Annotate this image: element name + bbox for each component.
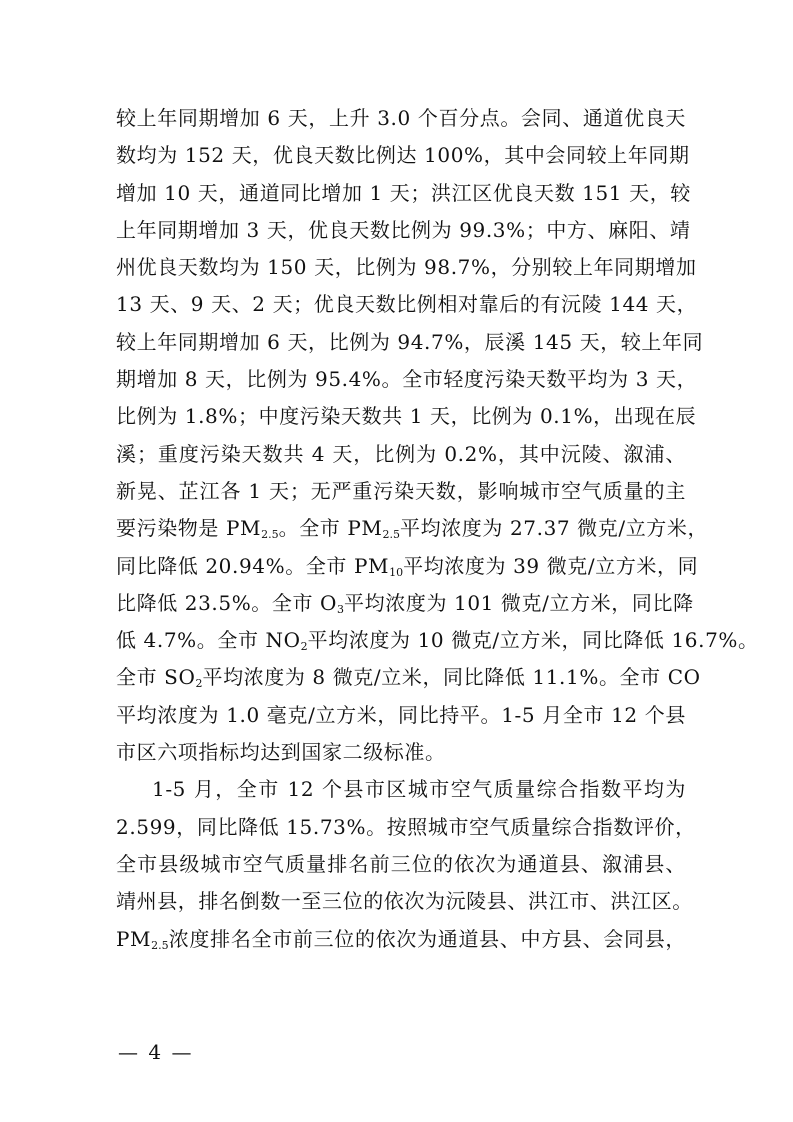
subscript: 2 <box>300 640 308 654</box>
subscript: 3 <box>337 602 345 616</box>
text-line: 比例为 1.8%；中度污染天数共 1 天，比例为 0.1%，出现在辰 <box>116 404 697 429</box>
subscript: 2.5 <box>151 938 169 952</box>
text-line: 期增加 8 天，比例为 95.4%。全市轻度污染天数平均为 3 天， <box>116 367 698 392</box>
text-line: 市区六项指标均达到国家二级标准。 <box>116 740 446 765</box>
text-line-pm25 <box>116 510 709 547</box>
document-body <box>116 100 759 958</box>
text-line-o3 <box>116 585 694 622</box>
text-line: 2.599，同比降低 15.73%。按照城市空气质量综合指数评价， <box>116 814 696 839</box>
text-segment: 同比降低 20.94%。全市 PM <box>116 553 390 578</box>
text-segment: 平均浓度为 101 微克/立方米，同比降 <box>344 590 694 615</box>
text-segment: 。全市 PM <box>278 516 383 541</box>
page-number: — 4 — <box>118 1040 194 1064</box>
text-segment: 低 4.7%。全市 NO <box>116 628 301 653</box>
subscript: 2.5 <box>261 528 279 542</box>
text-line: 13 天、9 天、2 天；优良天数比例相对靠后的有沅陵 144 天， <box>116 292 698 317</box>
text-segment: 浓度排名全市前三位的依次为通道县、中方县、会同县， <box>168 926 686 951</box>
text-line: 增加 10 天，通道同比增加 1 天；洪江区优良天数 151 天，较 <box>116 180 691 205</box>
text-segment: 平均浓度为 27.37 微克/立方米， <box>400 516 709 541</box>
text-segment: 平均浓度为 39 微克/立方米，同 <box>403 553 699 578</box>
text-line-no2 <box>116 622 759 659</box>
text-segment: 全市 SO <box>116 665 196 690</box>
text-segment: 平均浓度为 10 微克/立方米，同比降低 16.7%。 <box>307 628 759 653</box>
text-line: 1-5 月，全市 12 个县市区城市空气质量综合指数平均为 <box>152 777 686 802</box>
text-line-pm10 <box>116 548 699 585</box>
text-line: 新晃、芷江各 1 天；无严重污染天数，影响城市空气质量的主 <box>116 478 686 503</box>
subscript: 10 <box>389 565 404 579</box>
subscript: 2.5 <box>382 528 400 542</box>
text-line: 溪；重度污染天数共 4 天，比例为 0.2%，其中沅陵、溆浦、 <box>116 441 686 466</box>
text-line: 平均浓度为 1.0 毫克/立方米，同比持平。1-5 月全市 12 个县 <box>116 702 686 727</box>
text-segment: 比降低 23.5%。全市 O <box>116 590 338 615</box>
subscript: 2 <box>195 677 203 691</box>
text-line: 州优良天数均为 150 天，比例为 98.7%，分别较上年同期增加 <box>116 255 697 280</box>
text-line: 全市县级城市空气质量排名前三位的依次为通道县、溆浦县、 <box>116 851 686 876</box>
text-line: 靖州县，排名倒数一至三位的依次为沅陵县、洪江市、洪江区。 <box>116 889 693 914</box>
text-line: 较上年同期增加 6 天，上升 3.0 个百分点。会同、通道优良天 <box>116 106 686 130</box>
text-line: 较上年同期增加 6 天，比例为 94.7%，辰溪 145 天，较上年同 <box>116 329 704 354</box>
text-segment: 平均浓度为 8 微克/立米，同比降低 11.1%。全市 CO <box>202 665 701 690</box>
text-line-so2 <box>116 659 701 696</box>
text-segment: PM <box>116 926 152 951</box>
text-segment: 要污染物是 PM <box>116 516 262 541</box>
text-line: 上年同期增加 3 天，优良天数比例为 99.3%；中方、麻阳、靖 <box>116 217 691 242</box>
text-line-pm25-ranking <box>116 921 686 958</box>
text-line: 数均为 152 天，优良天数比例达 100%，其中会同较上年同期 <box>116 143 690 168</box>
